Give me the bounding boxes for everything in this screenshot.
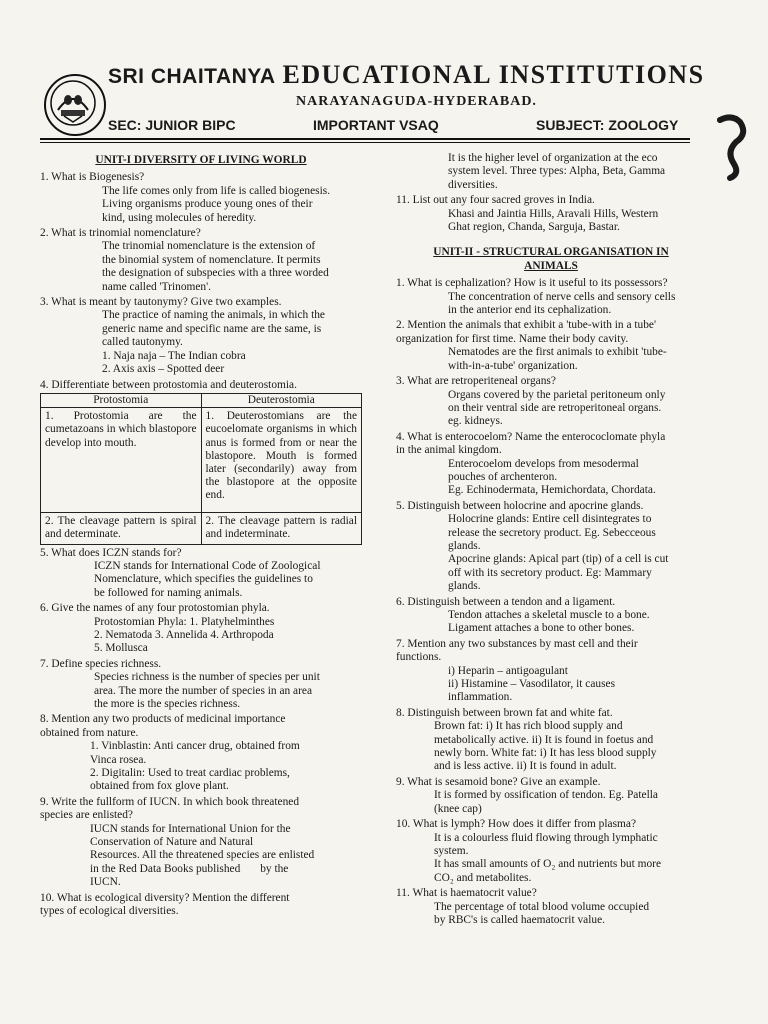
answer-line: off with its secretory product. Eg: Mammary	[448, 566, 652, 579]
u2-question-9: 9. What is sesamoid bone? Give an example.	[396, 775, 601, 788]
u1-question-11: 11. List out any four sacred groves in India.	[396, 194, 595, 207]
answer-line: Conservation of Nature and Natural	[90, 836, 254, 849]
header-rule	[40, 138, 690, 140]
answer-line: Vinca rosea.	[90, 753, 147, 766]
document-title: IMPORTANT VSAQ	[313, 117, 439, 133]
u2-answer-7	[448, 665, 706, 705]
u2-question-3: 3. What are retroperiteneal organs?	[396, 375, 556, 388]
answer-line: Enterocoelom develops from mesodermal	[448, 457, 639, 470]
u1-question-2: 2. What is trinomial nomenclature?	[40, 227, 201, 240]
answer-line: be followed for naming animals.	[94, 586, 243, 599]
brand-sri-chaitanya: SRI CHAITANYA	[108, 65, 276, 88]
answer-line: release the secretory product. Eg. Sebecceous	[448, 526, 656, 539]
answer-line: Eg. Echinodermata, Hemichordata, Chordata.	[448, 484, 656, 497]
answer-line: name called 'Trinomen'.	[102, 280, 212, 293]
answer-line: system.	[434, 844, 469, 857]
u1-answer-8	[90, 740, 362, 794]
answer-line: ICZN stands for International Code of Zoological	[94, 559, 321, 572]
table-row	[41, 408, 362, 513]
header-rule-thin	[40, 142, 690, 143]
u2-answer-11	[434, 901, 706, 928]
institution-logo	[44, 74, 106, 136]
answer-line: Nematodes are the first animals to exhibit 'tube-	[448, 346, 667, 359]
table-cell: 1. Deuterostomians are the eucoelomate organisms in which anus is formed from or near the blastopore. Mouth is formed later (secondarily) away from the blastopore at the opposite end.	[201, 408, 362, 513]
answer-line: 1. Naja naja – The Indian cobra	[102, 349, 246, 362]
subject-label: SUBJECT: ZOOLOGY	[536, 117, 679, 133]
answer-line: The percentage of total blood volume occupied	[434, 900, 650, 913]
u1-question-4: 4. Differentiate between protostomia and deuterostomia.	[40, 378, 297, 391]
institution-name	[108, 60, 705, 90]
answer-line: the more is the species richness.	[94, 697, 241, 710]
answer-line: 2. Digitalin: Used to treat cardiac problems,	[90, 767, 290, 780]
answer-line: 1. Vinblastin: Anti cancer drug, obtained from	[90, 740, 300, 753]
u1-answer-9	[90, 823, 362, 890]
question-line: 8. Mention any two products of medicinal importance	[40, 713, 286, 726]
answer-line: system level. Three types: Alpha, Beta, Gamma	[448, 165, 666, 178]
answer-line: Nomenclature, which specifies the guidelines to	[94, 573, 313, 586]
answer-line: generic name and specific name are the same, is	[102, 322, 322, 335]
answer-line: ii) Histamine – Vasodilator, it causes	[448, 678, 615, 691]
u2-answer-5	[448, 513, 706, 593]
table-header-protostomia: Protostomia	[41, 393, 202, 407]
unit2-heading-line: UNIT-II - STRUCTURAL ORGANISATION IN	[433, 246, 669, 259]
question-line: obtained from nature.	[40, 726, 139, 739]
answer-line: Living organisms produce young ones of their	[102, 198, 313, 211]
answer-line: glands.	[448, 539, 481, 552]
question-line: functions.	[396, 651, 442, 664]
right-column	[396, 152, 706, 927]
answer-line: CO₂ and metabolites.	[434, 871, 532, 884]
answer-line: Tendon attaches a skeletal muscle to a bone.	[448, 609, 650, 621]
brand-educational-institutions: EDUCATIONAL INSTITUTIONS	[282, 60, 705, 89]
u1-question-5: 5. What does ICZN stands for?	[40, 546, 182, 559]
answer-line: Apocrine glands: Apical part (tip) of a cell is cut	[448, 553, 669, 566]
unit2-heading	[396, 246, 706, 273]
u1-answer-11	[448, 208, 706, 235]
u2-question-1: 1. What is cephalization? How is it useful to its possessors?	[396, 277, 668, 290]
u1-question-10	[40, 892, 362, 919]
u2-question-7	[396, 638, 706, 665]
u2-question-10: 10. What is lymph? How does it differ from plasma?	[396, 818, 636, 831]
institution-location: NARAYANAGUDA-HYDERABAD.	[296, 94, 537, 109]
answer-line: The trinomial nomenclature is the extension of	[102, 240, 316, 253]
answer-line: area. The more the number of species in an area	[94, 684, 313, 697]
u1-question-6: 6. Give the names of any four protostomian phyla.	[40, 602, 270, 615]
answer-line: newly born. White fat: i) It has less blood supply	[434, 747, 657, 760]
u1-question-7: 7. Define species richness.	[40, 657, 162, 670]
u2-question-4	[396, 431, 706, 458]
answer-line: Brown fat: i) It has rich blood supply and	[434, 720, 623, 733]
answer-line: in the anterior end its cephalization.	[448, 304, 612, 317]
answer-line: glands.	[448, 580, 481, 593]
answer-line: It has small amounts of O₂ and nutrients but more	[434, 858, 662, 871]
table-header-deuterostomia: Deuterostomia	[201, 393, 362, 407]
u2-question-8: 8. Distinguish between brown fat and white fat.	[396, 706, 613, 719]
u2-answer-1	[448, 291, 706, 318]
answer-line: Ligament attaches a bone to other bones.	[448, 622, 635, 635]
answer-line: 5. Mollusca	[94, 642, 148, 655]
u2-answer-8	[434, 720, 706, 774]
u1-answer-10	[448, 152, 706, 192]
u1-question-9	[40, 796, 362, 823]
answer-line: Resources. All the threatened species are enlisted	[90, 849, 315, 862]
table-cell: 2. The cleavage pattern is radial and indeterminate.	[201, 513, 362, 544]
table-row	[41, 513, 362, 544]
answer-line: on their ventral side are retroperitoneal organs.	[448, 401, 662, 414]
section-label: SEC: JUNIOR BIPC	[108, 117, 236, 133]
answer-line: Organs covered by the parietal peritoneum only	[448, 388, 666, 401]
answer-line: i) Heparin – antigoagulant	[448, 664, 568, 677]
answer-line: The practice of naming the animals, in which the	[102, 309, 325, 322]
u1-question-1: 1. What is Biogenesis?	[40, 171, 145, 184]
u2-question-6: 6. Distinguish between a tendon and a ligament.	[396, 595, 616, 608]
answer-line: It is the higher level of organization at the eco	[448, 152, 658, 164]
unit1-heading: UNIT-I DIVERSITY OF LIVING WORLD	[95, 154, 307, 166]
answer-line: in the Red Data Books published by the	[90, 862, 289, 875]
answer-line: diversities.	[448, 178, 498, 191]
answer-line: kind, using molecules of heredity.	[102, 211, 257, 224]
answer-line: It is formed by ossification of tendon. Eg. Patella	[434, 789, 658, 802]
u1-answer-3	[102, 309, 362, 376]
answer-line: The concentration of nerve cells and sensory cells	[448, 290, 676, 303]
answer-line: called tautonymy.	[102, 336, 183, 349]
table-cell: 2. The cleavage pattern is spiral and determinate.	[41, 513, 202, 544]
question-line: organization for first time. Name their body cavity.	[396, 332, 629, 345]
u1-question-8	[40, 713, 362, 740]
answer-line: obtained from fox glove plant.	[90, 780, 229, 793]
u1-answer-5	[94, 560, 362, 600]
u2-question-2	[396, 319, 706, 346]
spacer	[396, 234, 706, 246]
u2-answer-3	[448, 389, 706, 429]
table-cell: 1. Protostomia are the cumetazoans in which blastopore develop into mouth.	[41, 408, 202, 513]
question-line: types of ecological diversities.	[40, 905, 179, 918]
u2-answer-2	[448, 346, 706, 373]
answer-line: The life comes only from life is called biogenesis.	[102, 184, 331, 197]
u1-answer-7	[94, 671, 362, 711]
u2-answer-10	[434, 832, 706, 886]
u2-question-5: 5. Distinguish between holocrine and apocrine glands.	[396, 499, 644, 512]
answer-line: Protostomian Phyla: 1. Platyhelminthes	[94, 615, 275, 628]
left-column	[40, 154, 362, 918]
answer-line: the designation of subspecies with a three worded	[102, 267, 329, 280]
answer-line: IUCN stands for International Union for the	[90, 822, 291, 835]
u2-answer-6	[448, 609, 706, 636]
answer-line: pouches of archenteron.	[448, 470, 558, 483]
answer-line: inflammation.	[448, 691, 513, 704]
u2-answer-9	[434, 789, 706, 816]
question-line: in the animal kingdom.	[396, 444, 502, 457]
answer-line: metabolically active. ii) It is found in foetus and	[434, 733, 654, 746]
u1-question-3: 3. What is meant by tautonymy? Give two examples.	[40, 296, 282, 309]
answer-line: eg. kidneys.	[448, 415, 503, 428]
question-line: 10. What is ecological diversity? Mention the different	[40, 891, 290, 904]
comparison-table	[40, 393, 362, 545]
decorative-animal-illustration	[712, 112, 752, 187]
u2-question-11: 11. What is haematocrit value?	[396, 887, 537, 900]
answer-line: Khasi and Jaintia Hills, Aravali Hills, Western	[448, 207, 659, 220]
table-header-row	[41, 393, 362, 407]
answer-line: by RBC's is called haematocrit value.	[434, 913, 605, 926]
u1-answer-2	[102, 240, 362, 294]
answer-line: Species richness is the number of species per unit	[94, 671, 320, 684]
answer-line: 2. Nematoda 3. Annelida 4. Arthropoda	[94, 628, 274, 641]
question-line: 4. What is enterocoelom? Name the enterococlomate phyla	[396, 430, 666, 443]
question-line: 9. Write the fullform of IUCN. In which book threatened	[40, 795, 300, 808]
u1-answer-1	[102, 185, 362, 225]
question-line: 7. Mention any two substances by mast cell and their	[396, 637, 638, 650]
answer-line: and is less active. ii) It is found in adult.	[434, 760, 617, 773]
answer-line: 2. Axis axis – Spotted deer	[102, 363, 225, 376]
answer-line: It is a colourless fluid flowing through lymphatic	[434, 831, 658, 844]
question-line: species are enlisted?	[40, 809, 133, 822]
question-line: 2. Mention the animals that exhibit a 'tube-with in a tube'	[396, 319, 657, 332]
answer-line: Holocrine glands: Entire cell disintegrates to	[448, 513, 652, 526]
answer-line: (knee cap)	[434, 802, 482, 815]
answer-line: Ghat region, Chanda, Sarguja, Bastar.	[448, 221, 620, 234]
answer-line: the binomial system of nomenclature. It permits	[102, 253, 321, 266]
answer-line: IUCN.	[90, 876, 121, 889]
answer-line: with-in-a-tube' organization.	[448, 359, 578, 372]
u1-answer-6	[94, 616, 362, 656]
unit2-heading-line: ANIMALS	[524, 259, 578, 272]
u2-answer-4	[448, 458, 706, 498]
